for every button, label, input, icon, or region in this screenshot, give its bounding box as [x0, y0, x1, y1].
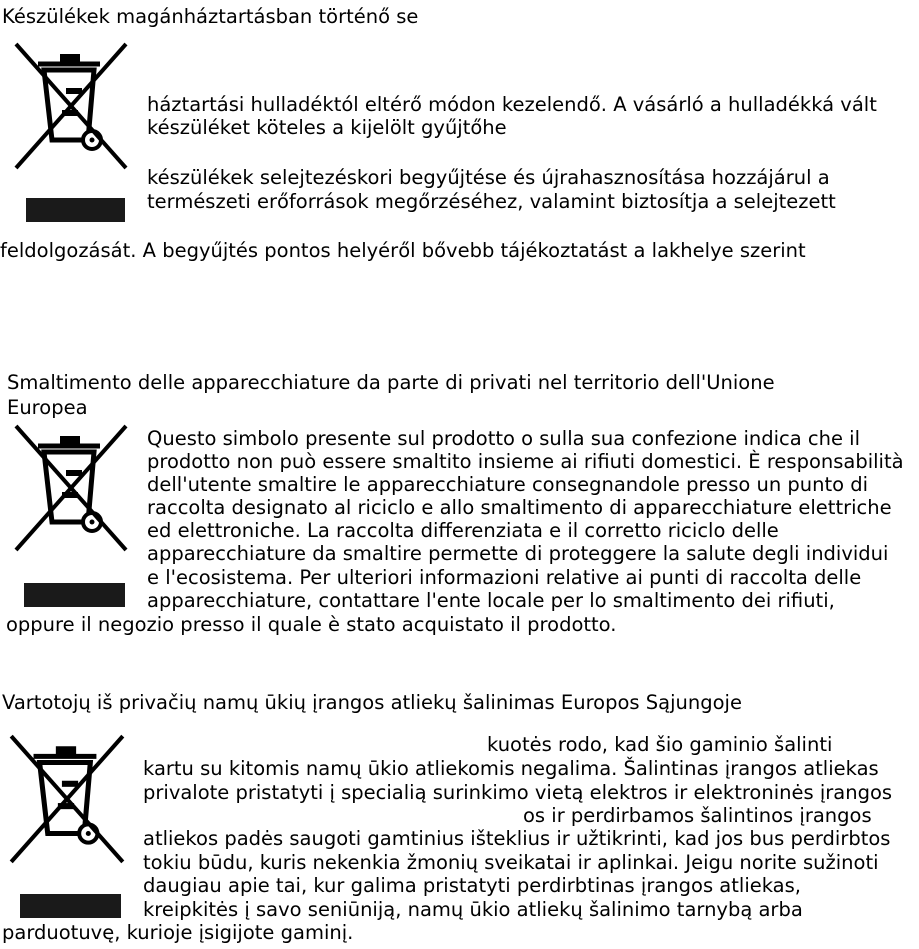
paragraph-line: daugiau apie tai, kur galima pristatyti perdirbtinas įrangos atliekas,	[143, 874, 801, 897]
paragraph-line: készülékek selejtezéskori begyűjtése és újrahasznosítása hozzájárul a	[147, 166, 830, 189]
paragraph-line: háztartási hulladéktól eltérő módon kezelendő. A vásárló a hulladékká vált	[147, 93, 877, 116]
paragraph-line: oppure il negozio presso il quale è stato acquistato il prodotto.	[6, 613, 617, 636]
paragraph-line: raccolta designato al riciclo e allo smaltimento di apparecchiature elettriche	[147, 496, 892, 519]
section-title: Vartotojų iš privačių namų ūkių įrangos atliekų šalinimas Europos Sąjungoje	[2, 691, 742, 714]
paragraph-line: e l'ecosistema. Per ulteriori informazioni relative ai punti di raccolta delle	[147, 566, 862, 589]
black-bar	[26, 198, 125, 222]
paragraph-line: természeti erőforrások megőrzéséhez, valamint biztosítja a selejtezett	[147, 190, 836, 213]
crossed-bin-icon	[6, 418, 136, 558]
paragraph-line: apparecchiature da smaltire permette di proteggere la salute degli individui	[147, 542, 889, 565]
paragraph-line: kreipkitės į savo seniūniją, namų ūkio atliekų šalinimo tarnybą arba	[143, 898, 803, 921]
section-title: Készülékek magánháztartásban történő se	[2, 5, 419, 28]
paragraph-line: kartu su kitomis namų ūkio atliekomis negalima. Šalintinas įrangos atliekas	[143, 757, 879, 780]
section-title: Smaltimento delle apparecchiature da parte di privati nel territorio dell'Unione	[7, 371, 775, 394]
crossed-bin-icon	[2, 728, 132, 870]
paragraph-line: parduotuvę, kurioje įsigijote gaminį.	[2, 921, 354, 944]
paragraph-line: os ir perdirbamos šalintinos įrangos	[523, 804, 872, 827]
crossed-bin-icon	[6, 36, 136, 176]
paragraph-line: Questo simbolo presente sul prodotto o sulla sua confezione indica che il	[147, 427, 861, 450]
paragraph-line: dell'utente smaltire le apparecchiature consegnandole presso un punto di	[147, 473, 869, 496]
paragraph-line: kuotės rodo, kad šio gaminio šalinti	[487, 733, 833, 756]
paragraph-line: feldolgozását. A begyűjtés pontos helyéről bővebb tájékoztatást a lakhelye szerint	[0, 239, 806, 262]
paragraph-line: privalote pristatyti į specialią surinkimo vietą elektros ir elektroninės įrangos	[143, 781, 893, 804]
paragraph-line: atliekos padės saugoti gamtinius išteklius ir užtikrinti, kad jos bus perdirbtos	[143, 827, 891, 850]
section-title: Europea	[7, 396, 88, 419]
paragraph-line: ed elettroniche. La raccolta differenziata e il corretto riciclo delle	[147, 519, 779, 542]
paragraph-line: prodotto non può essere smaltito insieme ai rifiuti domestici. È responsabilità	[147, 450, 904, 473]
paragraph-line: készüléket köteles a kijelölt gyűjtőhe	[147, 116, 507, 139]
paragraph-line: tokiu būdu, kuris nekenkia žmonių sveikatai ir aplinkai. Jeigu norite sužinoti	[143, 851, 879, 874]
black-bar	[24, 583, 125, 607]
paragraph-line: apparecchiature, contattare l'ente locale per lo smaltimento dei rifiuti,	[147, 589, 835, 612]
black-bar	[20, 894, 121, 918]
